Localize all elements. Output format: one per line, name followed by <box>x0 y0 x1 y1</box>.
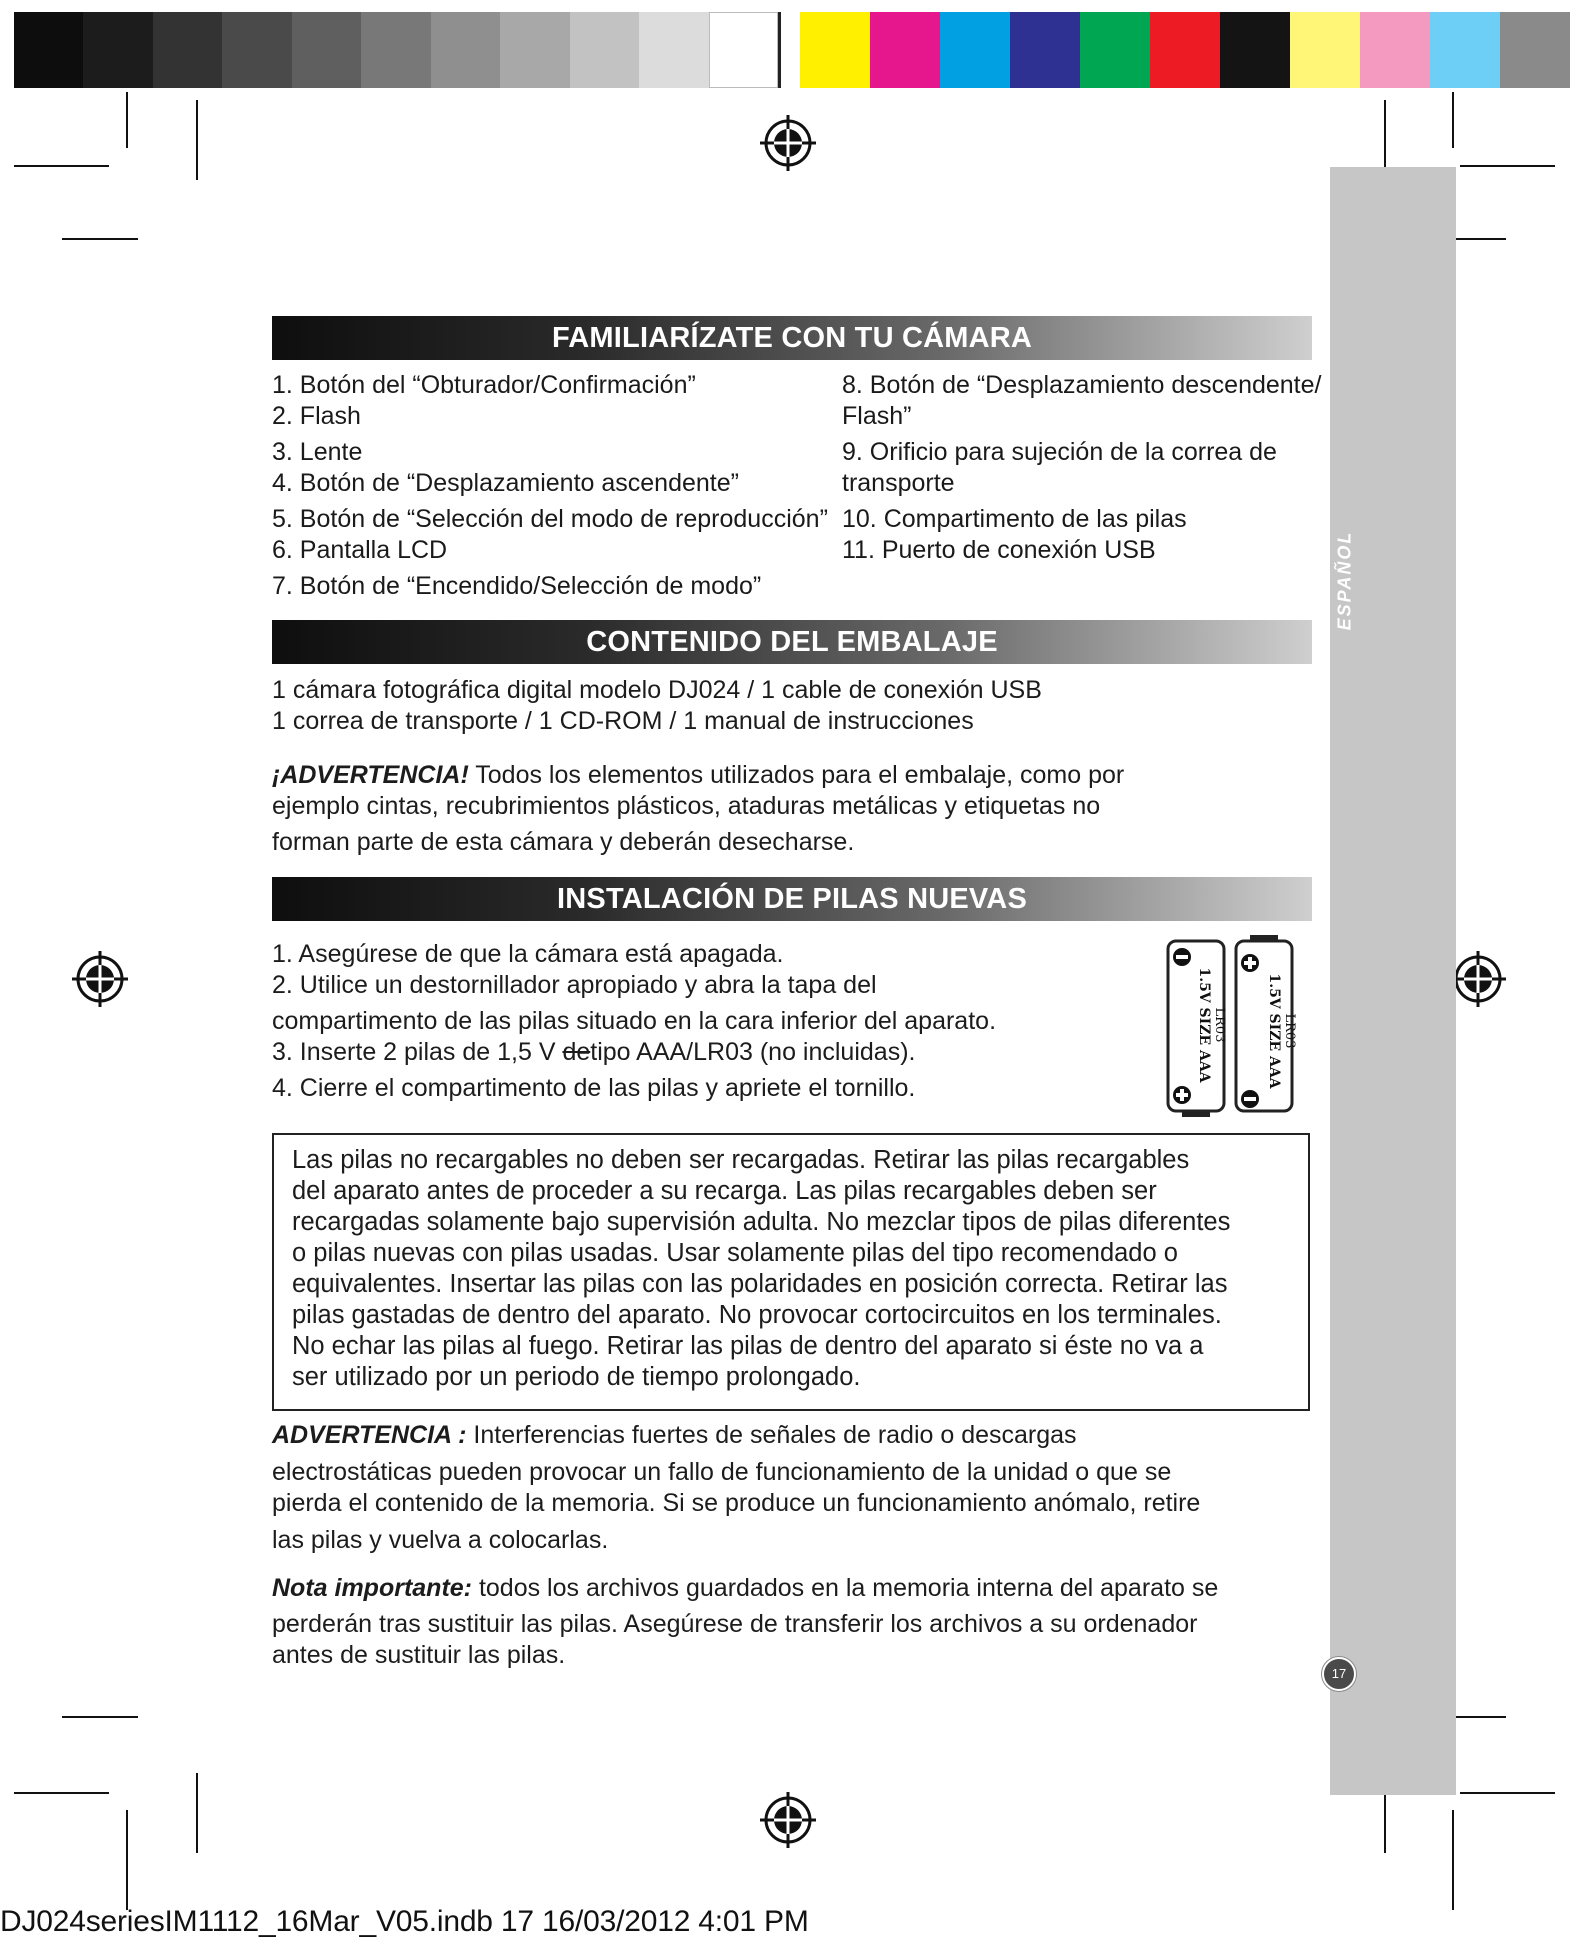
page-number-badge: 17 <box>1322 1657 1356 1691</box>
interference-line-4: las pilas y vuelva a colocarlas. <box>272 1526 609 1554</box>
battery-2-type-label: LR03 <box>1282 1013 1297 1049</box>
registration-mark-right <box>1448 949 1508 1009</box>
color-swatch <box>1290 12 1360 88</box>
color-swatch <box>639 12 708 88</box>
color-swatch <box>500 12 569 88</box>
battery-2-size-label: 1.5V SIZE AAA <box>1266 973 1282 1089</box>
print-slug-footer: DJ024seriesIM1112_16Mar_V05.indb 17 16/03/2012 4:01 PM <box>0 1905 809 1938</box>
struck-word: de <box>562 1038 591 1066</box>
color-swatch <box>940 12 1010 88</box>
section-heading-contents: CONTENIDO DEL EMBALAJE <box>272 620 1312 664</box>
safety-line: ser utilizado por un periodo de tiempo prolongado. <box>292 1363 861 1391</box>
interference-line-2: electrostáticas pueden provocar un fallo de funcionamiento de la unidad o que se <box>272 1458 1172 1486</box>
note-line-1: Nota importante: todos los archivos guardados en la memoria interna del aparato se <box>272 1574 1219 1602</box>
battery-safety-box <box>272 1133 1310 1411</box>
color-swatch <box>83 12 152 88</box>
battery-step-2a: 2. Utilice un destornillador apropiado y abra la tapa del <box>272 971 877 999</box>
list-item: 3. Lente <box>272 438 363 466</box>
list-item: Flash” <box>842 402 912 430</box>
color-swatch <box>153 12 222 88</box>
battery-orientation-diagram <box>1160 935 1300 1117</box>
registration-mark-bottom <box>758 1790 818 1850</box>
safety-line: equivalentes. Insertar las pilas con las polaridades en posición correcta. Retirar las <box>292 1270 1228 1298</box>
interference-label: ADVERTENCIA : <box>272 1421 467 1449</box>
parts-list-left <box>272 370 828 602</box>
battery-step-1: 1. Asegúrese de que la cámara está apagada. <box>272 940 784 968</box>
list-item: 10. Compartimento de las pilas <box>842 505 1187 533</box>
list-item: 7. Botón de “Encendido/Selección de modo” <box>272 572 762 600</box>
list-item: 1. Botón del “Obturador/Confirmación” <box>272 371 696 399</box>
safety-line: del aparato antes de proceder a su recarga. Las pilas recargables deben ser <box>292 1177 1157 1205</box>
battery-step-3: 3. Inserte 2 pilas de 1,5 V detipo AAA/LR03 (no incluidas). <box>272 1038 916 1066</box>
safety-line: recargadas solamente bajo supervisión adulta. No mezclar tipos de pilas diferentes <box>292 1208 1231 1236</box>
packaging-warning-line-2: ejemplo cintas, recubrimientos plásticos, ataduras metálicas y etiquetas no <box>272 792 1101 820</box>
list-item: 6. Pantalla LCD <box>272 536 448 564</box>
contents-line-2: 1 correa de transporte / 1 CD-ROM / 1 manual de instrucciones <box>272 707 974 735</box>
battery-step-4: 4. Cierre el compartimento de las pilas y apriete el tornillo. <box>272 1074 916 1102</box>
packaging-warning-line-1: ¡ADVERTENCIA! Todos los elementos utilizados para el embalaje, como por <box>272 761 1125 789</box>
color-swatch <box>14 12 83 88</box>
color-swatch <box>1430 12 1500 88</box>
safety-line: pilas gastadas de dentro del aparato. No provocar cortocircuitos en los terminales. <box>292 1301 1222 1329</box>
interference-line-1: ADVERTENCIA : Interferencias fuertes de señales de radio o descargas <box>272 1421 1077 1449</box>
registration-mark-top <box>758 113 818 173</box>
list-item: 5. Botón de “Selección del modo de reproducción” <box>272 505 828 533</box>
list-item: 9. Orificio para sujeción de la correa de <box>842 438 1277 466</box>
color-swatch <box>870 12 940 88</box>
language-side-tab <box>1330 167 1456 1795</box>
color-swatch <box>1150 12 1220 88</box>
interference-line-3: pierda el contenido de la memoria. Si se produce un funcionamiento anómalo, retire <box>272 1489 1201 1517</box>
color-swatch <box>1220 12 1290 88</box>
section-heading-familiarize: FAMILIARÍZATE CON TU CÁMARA <box>272 316 1312 360</box>
list-item: 2. Flash <box>272 402 361 430</box>
grey-calibration-bar <box>14 12 781 88</box>
color-swatch <box>431 12 500 88</box>
color-swatch <box>292 12 361 88</box>
color-swatch <box>361 12 430 88</box>
color-swatch <box>800 12 870 88</box>
list-item: 4. Botón de “Desplazamiento ascendente” <box>272 469 739 497</box>
color-swatch <box>1080 12 1150 88</box>
list-item: transporte <box>842 469 955 497</box>
parts-list-right <box>842 370 1321 566</box>
color-swatch <box>1360 12 1430 88</box>
note-label: Nota importante: <box>272 1574 472 1602</box>
color-swatch <box>222 12 291 88</box>
contents-line-1: 1 cámara fotográfica digital modelo DJ024 / 1 cable de conexión USB <box>272 676 1042 704</box>
battery-1-type-label: LR03 <box>1212 1007 1227 1043</box>
safety-line: No echar las pilas al fuego. Retirar las pilas de dentro del aparato si éste no va a <box>292 1332 1204 1360</box>
color-calibration-bar <box>800 12 1570 88</box>
language-label: ESPAÑOL <box>1334 530 1355 630</box>
registration-mark-left <box>70 949 130 1009</box>
warning-label: ¡ADVERTENCIA! <box>272 761 469 789</box>
battery-1-size-label: 1.5V SIZE AAA <box>1196 967 1212 1083</box>
list-item: 11. Puerto de conexión USB <box>842 536 1156 564</box>
color-swatch <box>1500 12 1570 88</box>
note-line-2: perderán tras sustituir las pilas. Asegúrese de transferir los archivos a su ordenador <box>272 1610 1198 1638</box>
color-swatch <box>1010 12 1080 88</box>
color-swatch <box>709 12 778 88</box>
packaging-warning-line-3: forman parte de esta cámara y deberán desecharse. <box>272 828 855 856</box>
list-item: 8. Botón de “Desplazamiento descendente/ <box>842 371 1322 399</box>
section-heading-batteries: INSTALACIÓN DE PILAS NUEVAS <box>272 877 1312 921</box>
safety-line: Las pilas no recargables no deben ser recargadas. Retirar las pilas recargables <box>292 1146 1190 1174</box>
note-line-3: antes de sustituir las pilas. <box>272 1641 566 1669</box>
battery-step-2b: compartimento de las pilas situado en la cara inferior del aparato. <box>272 1007 997 1035</box>
color-swatch <box>570 12 639 88</box>
safety-line: o pilas nuevas con pilas usadas. Usar solamente pilas del tipo recomendado o <box>292 1239 1178 1267</box>
